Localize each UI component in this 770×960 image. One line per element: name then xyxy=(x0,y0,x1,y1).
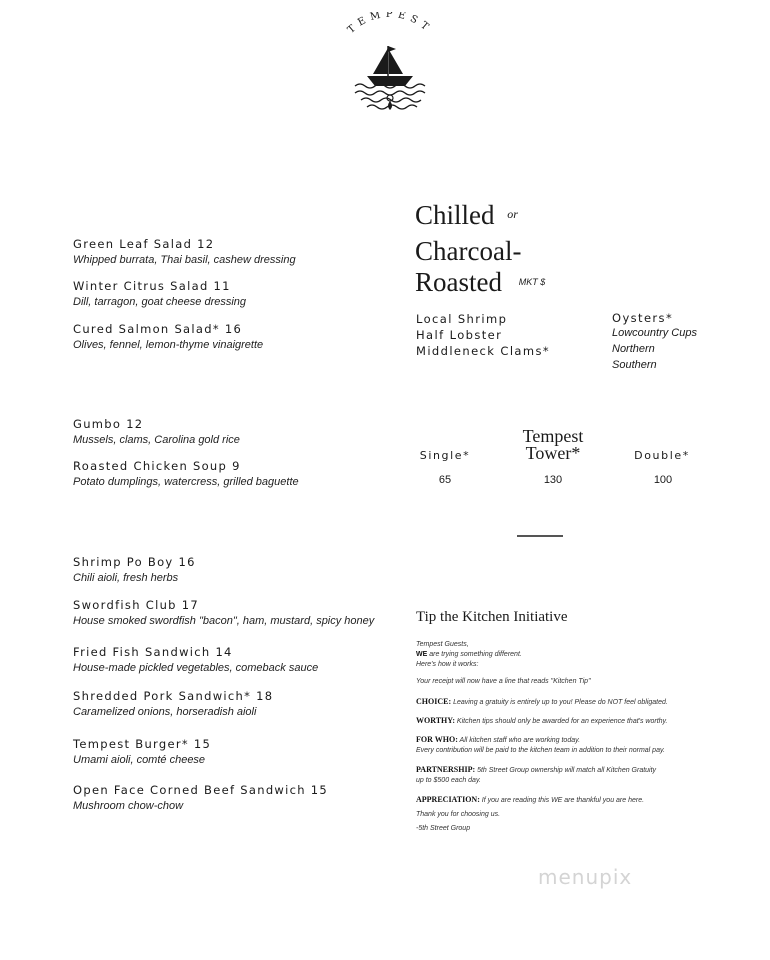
tip-partner-label: PARTNERSHIP: xyxy=(416,765,476,774)
item-desc: House-made pickled vegetables, comeback sauce xyxy=(73,662,319,674)
tip-partner-text2: up to $500 each day. xyxy=(416,777,481,784)
section-divider xyxy=(517,535,563,537)
menu-item xyxy=(73,555,196,584)
tip-intro-rest: are trying something different. xyxy=(427,651,522,658)
raw-item: Local Shrimp xyxy=(416,312,508,326)
menu-item xyxy=(73,237,296,266)
tip-choice-text: Leaving a gratuity is entirely up to you! Please do NOT feel obligated. xyxy=(451,699,668,706)
tip-partner-text: 5th Street Group ownership will match all Kitchen Gratuity xyxy=(475,767,657,774)
tower-double-price: 100 xyxy=(653,474,673,486)
tip-worthy-label: WORTHY: xyxy=(416,716,455,725)
tip-signoff: -5th Street Group xyxy=(416,825,471,832)
raw-item: Middleneck Clams* xyxy=(416,344,551,358)
item-name: Shredded Pork Sandwich* 18 xyxy=(73,689,274,703)
item-desc: Umami aioli, comté cheese xyxy=(73,754,206,766)
item-name: Open Face Corned Beef Sandwich 15 xyxy=(73,783,329,797)
tip-title: Tip the Kitchen Initiative xyxy=(416,609,568,625)
tip-partnership xyxy=(416,765,736,776)
item-desc: Whipped burrata, Thai basil, cashew dressing xyxy=(73,254,296,266)
item-desc: Chili aioli, fresh herbs xyxy=(73,572,179,584)
tower-title-line2: Tower* xyxy=(525,443,581,463)
item-desc: Olives, fennel, lemon-thyme vinaigrette xyxy=(73,339,264,351)
raw-title-or: or xyxy=(507,207,518,221)
tip-greeting: Tempest Guests, xyxy=(416,641,469,648)
item-name: Swordfish Club 17 xyxy=(73,598,199,612)
menu-item xyxy=(73,645,318,674)
menu-item xyxy=(73,598,374,627)
item-desc: House smoked swordfish "bacon", ham, mustard, spicy honey xyxy=(73,615,375,627)
mkt-price: MKT $ xyxy=(518,277,546,287)
item-desc: Dill, tarragon, goat cheese dressing xyxy=(73,296,247,308)
raw-item: Half Lobster xyxy=(416,328,503,342)
item-desc: Mussels, clams, Carolina gold rice xyxy=(73,434,240,446)
tip-receipt: Your receipt will now have a line that reads "Kitchen Tip" xyxy=(416,678,591,685)
ship-logo-icon xyxy=(325,12,455,122)
tip-appreciation xyxy=(416,795,736,804)
menu-item xyxy=(73,417,240,446)
menu-item xyxy=(73,783,328,812)
item-name: Fried Fish Sandwich 14 xyxy=(73,645,233,659)
raw-title-line3: Roasted xyxy=(415,267,502,297)
oyster-type: Lowcountry Cups xyxy=(612,327,697,339)
menu-item xyxy=(73,737,211,766)
oyster-type: Southern xyxy=(612,359,657,371)
tempest-logo xyxy=(325,12,455,122)
item-name: Shrimp Po Boy 16 xyxy=(73,555,196,569)
tip-appreciation-text: If you are reading this WE are thankful you are here. xyxy=(479,797,645,804)
item-name: Tempest Burger* 15 xyxy=(73,737,212,751)
tower-single-label: Single* xyxy=(419,449,471,462)
tip-choice xyxy=(416,697,736,706)
menu-item xyxy=(73,459,299,488)
raw-title-line1: Chilled xyxy=(415,200,495,230)
raw-bar-title xyxy=(415,200,545,304)
item-name: Cured Salmon Salad* 16 xyxy=(73,322,243,336)
tower-title-line1: Tempest xyxy=(522,426,584,446)
tip-forwho-text2: Every contribution will be paid to the kitchen team in addition to their normal pay. xyxy=(416,747,665,754)
raw-title-line2: Charcoal- xyxy=(415,236,522,266)
tip-intro xyxy=(416,650,736,660)
watermark: menupix xyxy=(538,865,633,889)
item-name: Gumbo 12 xyxy=(73,417,144,431)
tower-double-label: Double* xyxy=(634,449,690,462)
tip-body xyxy=(416,640,736,832)
tip-choice-label: CHOICE: xyxy=(416,697,452,706)
oysters-block xyxy=(612,311,697,373)
tower-title xyxy=(493,428,613,462)
item-desc: Caramelized onions, horseradish aioli xyxy=(73,706,257,718)
menu-item xyxy=(73,322,263,351)
item-name: Green Leaf Salad 12 xyxy=(73,237,215,251)
tip-forwho-text: All kitchen staff who are working today. xyxy=(457,737,581,744)
tip-forwho xyxy=(416,735,736,746)
tip-worthy-text: Kitchen tips should only be awarded for an experience that's worthy. xyxy=(454,718,668,725)
tower-single-price: 65 xyxy=(438,474,452,486)
item-desc: Mushroom chow-chow xyxy=(73,800,184,812)
svg-text:TEMPEST xyxy=(346,12,434,36)
item-desc: Potato dumplings, watercress, grilled baguette xyxy=(73,476,299,488)
tip-appreciation-label: APPRECIATION: xyxy=(416,795,480,804)
item-name: Winter Citrus Salad 11 xyxy=(73,279,231,293)
logo-wordmark: TEMPEST xyxy=(345,12,435,36)
tip-thanks: Thank you for choosing us. xyxy=(416,811,501,818)
tip-how: Here's how it works: xyxy=(416,661,479,668)
tower-tower-price: 130 xyxy=(543,474,563,486)
raw-bar-list xyxy=(416,311,550,359)
tip-forwho-label: FOR WHO: xyxy=(416,735,458,744)
oysters-label: Oysters* xyxy=(612,311,674,325)
item-name: Roasted Chicken Soup 9 xyxy=(73,459,241,473)
menu-item xyxy=(73,689,273,718)
menu-item xyxy=(73,279,246,308)
tip-intro-we: WE xyxy=(416,651,428,658)
oyster-type: Northern xyxy=(612,343,655,355)
tip-worthy xyxy=(416,716,736,725)
